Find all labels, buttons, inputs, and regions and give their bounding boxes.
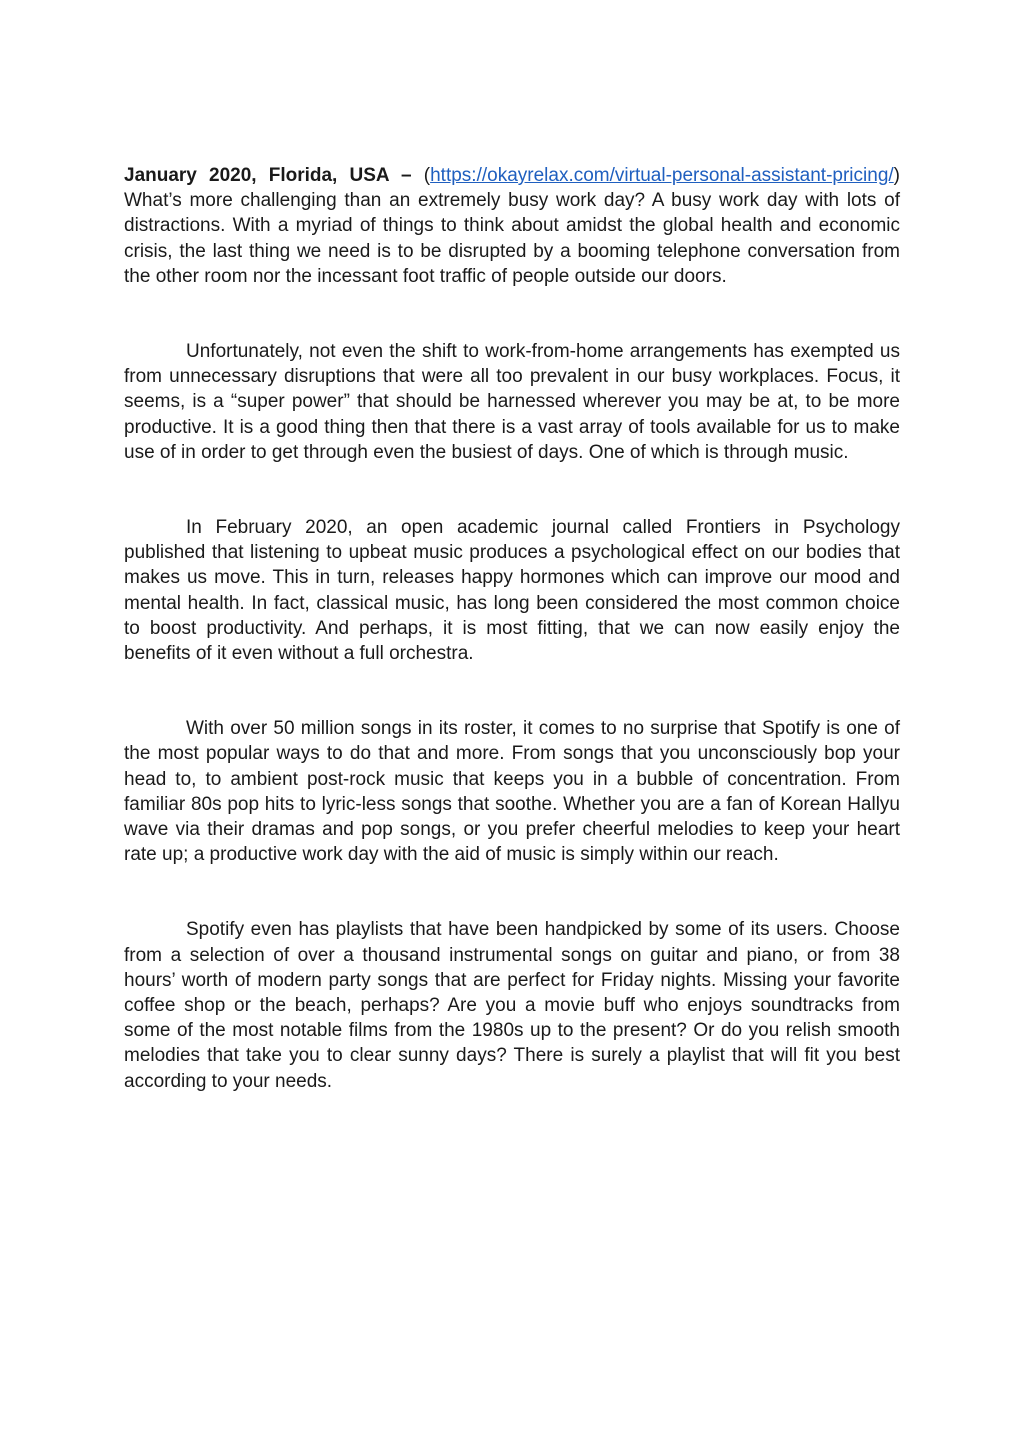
dateline: January 2020, Florida, USA – (124, 165, 412, 186)
paragraph-spotify-roster: With over 50 million songs in its roster, it comes to no surprise that Spotify is one of the most popular ways to do that and more. From songs that you unconsciously bop your head to, to ambient post-rock music that keeps you in a bubble of concentration. From familiar 80s pop hits to lyric-less songs that soothe. Whether you are a fan of Korean Hallyu wave via their dramas and pop songs, or you prefer cheerful melodies to keep your heart rate up; a productive work day with the aid of music is simply within our reach. (124, 718, 900, 866)
intro-text: What’s more challenging than an extremely busy work day? A busy work day with lots of distractions. With a myriad of things to think about amidst the global health and economic crisis, the last thing we need is to be disrupted by a booming telephone conversation from the other room nor the incessant foot traffic of people outside our doors. (124, 190, 900, 287)
close-paren: ) (893, 165, 900, 186)
paragraph-frontiers-study: In February 2020, an open academic journal called Frontiers in Psychology published that listening to upbeat music produces a psychological effect on our bodies that makes us move. This in turn, releases happy hormones which can improve our mood and mental health. In fact, classical music, has long been considered the most common choice to boost productivity. And perhaps, it is most fitting, that we can now easily enjoy the benefits of it even without a full orchestra. (124, 517, 900, 665)
paragraph-intro (124, 163, 900, 289)
paragraph-spotify-playlists: Spotify even has playlists that have been handpicked by some of its users. Choose from a selection of over a thousand instrumental songs on guitar and piano, or from 38 hours’ worth of modern party songs that are perfect for Friday nights. Missing your favorite coffee shop or the beach, perhaps? Are you a movie buff who enjoys soundtracks from some of the most notable films from the 1980s up to the present? Or do you relish smooth melodies that take you to clear sunny days? There is surely a playlist that will fit you best according to your needs. (124, 919, 900, 1092)
open-paren: ( (411, 165, 431, 186)
source-link[interactable]: https://okayrelax.com/virtual-personal-assistant-pricing/ (430, 165, 894, 186)
article-body (124, 163, 900, 1094)
paragraph-work-from-home: Unfortunately, not even the shift to work-from-home arrangements has exempted us from unnecessary disruptions that were all too prevalent in our busy workplaces. Focus, it seems, is a “super power” that should be harnessed wherever you may be at, to be more productive. It is a good thing then that there is a vast array of tools available for us to make use of in order to get through even the busiest of days. One of which is through music. (124, 341, 900, 463)
